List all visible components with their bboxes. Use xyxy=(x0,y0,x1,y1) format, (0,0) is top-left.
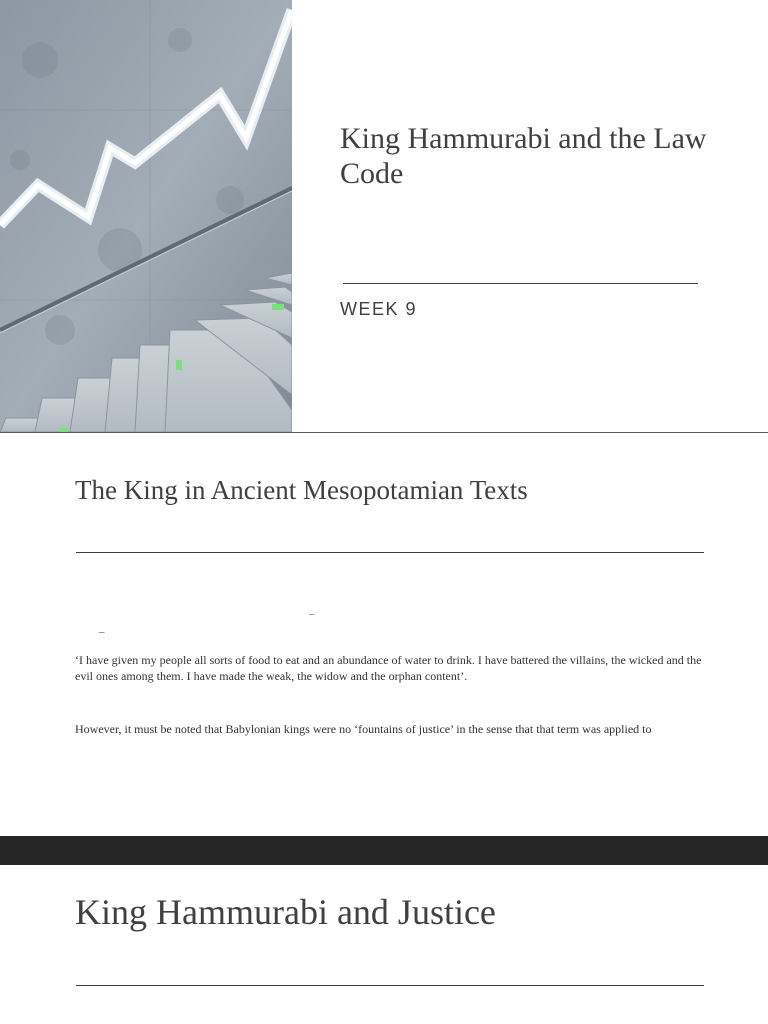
section-slide xyxy=(0,865,768,1024)
dash-mark: – xyxy=(309,608,315,620)
staircase-graph-image xyxy=(0,0,292,432)
title-divider xyxy=(76,552,704,553)
slide-subtitle: WEEK 9 xyxy=(340,299,418,319)
title-slide xyxy=(0,0,768,432)
slide-title: King Hammurabi and Justice xyxy=(75,892,496,932)
body-paragraph: However, it must be noted that Babylonian kings were no ‘fountains of justice’ in the sense that that term was applied to xyxy=(75,722,652,736)
content-slide xyxy=(0,433,768,836)
dash-mark: – xyxy=(99,626,105,638)
quote-paragraph: ‘I have given my people all sorts of food to eat and an abundance of water to drink. I have battered the villains, the wicked and the evil ones among them. I have made the weak, the widow and the orphan content’. xyxy=(75,653,702,683)
title-divider xyxy=(343,283,698,284)
slide-title: King Hammurabi and the Law Code xyxy=(340,122,707,190)
slide-title: The King in Ancient Mesopotamian Texts xyxy=(75,475,528,505)
slide-divider-band xyxy=(0,836,768,865)
title-divider xyxy=(76,985,704,986)
